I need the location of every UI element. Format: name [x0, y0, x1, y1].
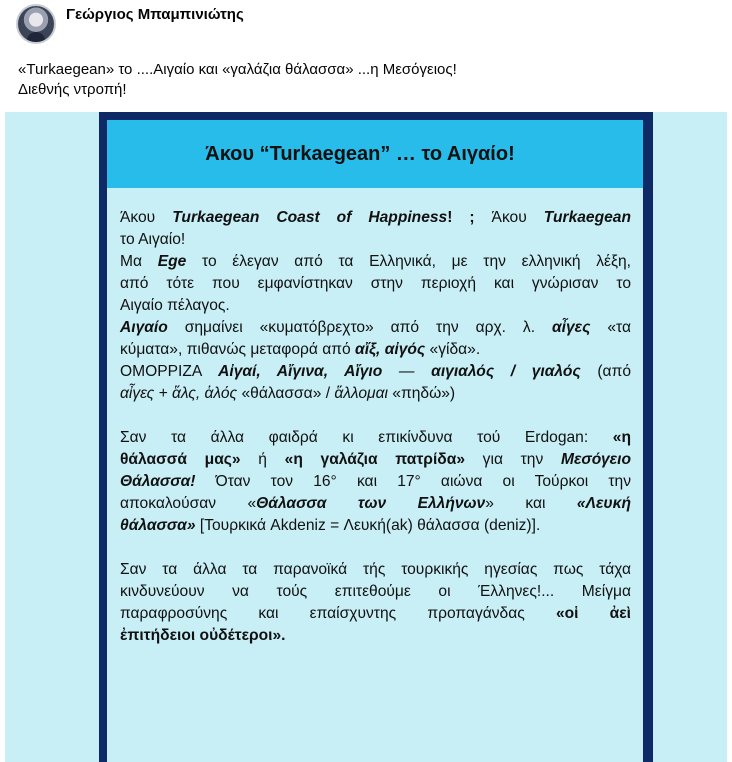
body-line: Σαν τα άλλα φαιδρά κι επικίνδυνα τού Erdogan: «η	[120, 429, 631, 446]
body-line: αποκαλούσαν «Θάλασσα των Ελλήνων» και «Λευκή	[120, 495, 631, 512]
body-line: Σαν τα άλλα τα παρανοϊκά τής τουρκικής ηγεσίας πως τάχα	[120, 561, 631, 578]
body-line: Μα Ege το έλεγαν από τα Ελληνικά, με την ελληνική λέξη,	[120, 253, 631, 270]
card-title: Άκου “Turkaegean” … το Αιγαίο!	[205, 142, 515, 165]
body-line: Άκου Turkaegean Coast of Happiness! ; Άκου Turkaegean	[120, 209, 631, 226]
post-image[interactable]	[5, 112, 727, 762]
post-text-line: «Turkaegean» το ....Αιγαίο και «γαλάζια θάλασσα» ...η Μεσόγειος!	[18, 61, 457, 78]
body-line: ΟΜΟΡΡΙΖΑ Αἰγαί, Αἴγινα, Αἴγιο — αιγιαλός / γιαλός (από	[120, 363, 632, 380]
body-line: Αιγαίο σημαίνει «κυματόβρεχτο» από την αρχ. λ. αἶγες «τα	[120, 319, 631, 336]
body-line: Θάλασσα! Όταν τον 16° και 17° αιώνα οι Τούρκοι την	[120, 473, 631, 490]
card-body	[107, 188, 643, 762]
body-line: κινδυνεύουν να τούς επιτεθούμε οι Έλληνες!... Μείγμα	[120, 583, 631, 600]
body-line: κύματα», πιθανώς μεταφορά από αἴξ, αἰγός «γίδα».	[120, 341, 481, 358]
post-header	[16, 4, 244, 48]
body-line: το Αιγαίο!	[120, 231, 186, 248]
body-line: θάλασσα» [Τουρκικά Akdeniz = Λευκή(ak) θάλασσα (deniz)].	[120, 517, 541, 534]
body-line: θάλασσά μας» ή «η γαλάζια πατρίδα» για την Μεσόγειο	[120, 451, 631, 468]
paragraph-gap	[120, 405, 631, 427]
article-card	[99, 112, 653, 762]
author-name[interactable]: Γεώργιος Μπαμπινιώτης	[66, 6, 244, 23]
body-line: αἶγες + ἅλς, ἁλός «θάλασσα» / ἅλλομαι «πηδώ»)	[120, 385, 456, 402]
card-header	[107, 120, 643, 188]
post-text	[18, 60, 718, 100]
post-text-line: Διεθνής ντροπή!	[18, 81, 127, 98]
body-line: παραφροσύνης και επαίσχυντης προπαγάνδας «οἱ ἀεὶ	[120, 605, 631, 622]
author-avatar[interactable]	[16, 4, 56, 44]
body-line: Αιγαίο πέλαγος.	[120, 297, 230, 314]
body-line: από τότε που εμφανίστηκαν στην περιοχή και γνώρισαν το	[120, 275, 631, 292]
body-line: ἐπιτήδειοι οὐδέτεροι».	[120, 627, 286, 644]
paragraph-gap	[120, 537, 631, 559]
